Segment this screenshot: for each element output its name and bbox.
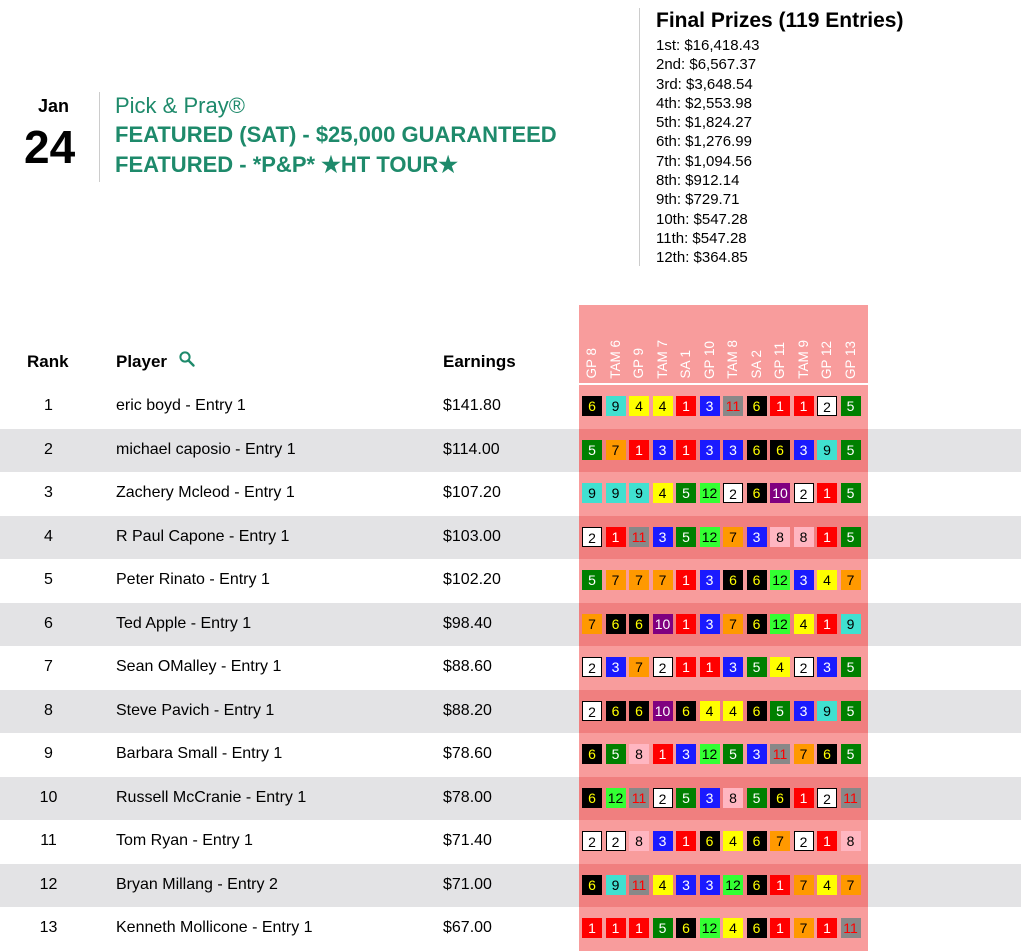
table-row[interactable]	[0, 559, 1021, 603]
prize-item: 6th: $1,276.99	[656, 133, 752, 151]
pick-badge: 3	[653, 831, 673, 851]
pick-badge: 1	[700, 657, 720, 677]
race-column-label: TAM 9	[795, 340, 811, 379]
earnings-cell: $141.80	[443, 397, 501, 414]
player-name: Steve Pavich - Entry 1	[116, 701, 275, 719]
pick-badge: 6	[747, 831, 767, 851]
pick-badge: 10	[653, 614, 673, 634]
earnings-cell: $103.00	[443, 527, 501, 545]
pick-badge: 1	[676, 570, 696, 590]
pick-badge: 11	[841, 918, 861, 938]
pick-badge: 3	[653, 527, 673, 547]
pick-badge: 3	[606, 657, 626, 677]
pick-badge: 1	[817, 918, 837, 938]
pick-badge: 3	[700, 396, 720, 416]
pick-badge: 5	[841, 396, 861, 416]
pick-badge: 3	[723, 657, 743, 677]
pick-badge: 6	[747, 570, 767, 590]
pick-badge: 3	[700, 440, 720, 460]
pick-badge: 1	[770, 396, 790, 416]
pick-badge: 11	[629, 527, 649, 547]
pick-badge: 2	[794, 831, 814, 851]
pick-badge: 9	[582, 483, 602, 503]
prizes-divider	[639, 8, 640, 266]
prize-item: 1st: $16,418.43	[656, 37, 760, 54]
pick-badge: 5	[582, 570, 602, 590]
pick-badge: 4	[817, 570, 837, 590]
rank-cell: 10	[39, 788, 58, 806]
pick-badge: 1	[676, 657, 696, 677]
rank-cell: 9	[44, 745, 53, 762]
pick-badge: 6	[747, 396, 767, 416]
pick-badge: 6	[582, 396, 602, 416]
pick-badge: 5	[676, 788, 696, 808]
pick-badge: 7	[723, 614, 743, 634]
pick-badge: 2	[582, 701, 602, 721]
pick-badge: 6	[747, 483, 767, 503]
prize-item: 5th: $1,824.27	[656, 114, 752, 132]
pick-badge: 1	[794, 396, 814, 416]
earnings-cell: $98.40	[443, 614, 492, 632]
pick-badge: 7	[629, 657, 649, 677]
earnings-cell: $67.00	[443, 919, 492, 936]
pick-badge: 1	[629, 440, 649, 460]
pick-badge: 6	[747, 440, 767, 460]
rank-cell: 7	[44, 658, 53, 675]
pick-badge: 11	[770, 744, 790, 764]
pick-badge: 1	[606, 918, 626, 938]
pick-badge: 12	[700, 483, 720, 503]
earnings-column-header: Earnings	[443, 352, 516, 371]
pick-badge: 1	[653, 744, 673, 764]
earnings-cell: $88.20	[443, 701, 492, 719]
pick-badge: 5	[841, 744, 861, 764]
pick-badge: 2	[817, 788, 837, 808]
pick-badge: 11	[841, 788, 861, 808]
race-column-label: TAM 8	[725, 340, 740, 379]
pick-badge: 3	[653, 440, 673, 460]
pick-badge: 8	[723, 788, 743, 808]
pick-badge: 4	[653, 396, 673, 416]
player-column-header: Player	[116, 352, 168, 371]
pick-badge: 3	[676, 744, 696, 764]
pick-badge: 4	[794, 614, 814, 634]
pick-strip	[579, 603, 868, 647]
pick-badge: 7	[794, 875, 814, 895]
pick-badge: 9	[841, 614, 861, 634]
player-name: Tom Ryan - Entry 1	[116, 832, 253, 849]
pick-strip	[579, 733, 868, 777]
pick-badge: 5	[770, 701, 790, 721]
table-row[interactable]	[0, 385, 1021, 429]
rank-cell: 8	[44, 701, 53, 719]
pick-strip	[579, 385, 868, 429]
pick-badge: 7	[770, 831, 790, 851]
pick-badge: 4	[817, 875, 837, 895]
race-column-label: SA 2	[748, 350, 764, 379]
pick-badge: 6	[700, 831, 720, 851]
pick-badge: 1	[817, 614, 837, 634]
prize-item: 11th: $547.28	[656, 229, 747, 247]
race-column-label: GP 8	[584, 348, 599, 379]
race-column-label: GP 10	[701, 340, 717, 379]
table-row[interactable]	[0, 472, 1021, 516]
player-name: R Paul Capone - Entry 1	[116, 527, 290, 545]
pick-badge: 5	[841, 527, 861, 547]
pick-strip	[579, 429, 868, 473]
pick-badge: 10	[653, 701, 673, 721]
pick-badge: 3	[723, 440, 743, 460]
pick-badge: 12	[700, 527, 720, 547]
rank-cell: 11	[40, 832, 57, 849]
pick-badge: 6	[582, 788, 602, 808]
player-name: Bryan Millang - Entry 2	[116, 875, 278, 893]
table-row[interactable]	[0, 690, 1021, 734]
rank-cell: 3	[44, 484, 53, 501]
pick-badge: 4	[723, 701, 743, 721]
pick-strip	[579, 690, 868, 734]
pick-badge: 5	[582, 440, 602, 460]
pick-badge: 3	[747, 527, 767, 547]
pick-badge: 3	[794, 440, 814, 460]
pick-badge: 5	[606, 744, 626, 764]
table-row[interactable]	[0, 864, 1021, 908]
pick-badge: 6	[747, 918, 767, 938]
contest-title-line-2: FEATURED - *P&P* ★HT TOUR★	[115, 152, 458, 177]
pick-badge: 5	[841, 701, 861, 721]
earnings-cell: $71.40	[443, 832, 492, 849]
pick-badge: 2	[723, 483, 743, 503]
race-column-label: GP 13	[842, 340, 858, 379]
pick-badge: 7	[794, 918, 814, 938]
pick-badge: 6	[747, 701, 767, 721]
table-row[interactable]	[0, 777, 1021, 821]
pick-badge: 2	[817, 396, 837, 416]
date-day: 24	[24, 121, 76, 173]
player-name: eric boyd - Entry 1	[116, 397, 246, 414]
race-column-label: GP 12	[819, 340, 834, 379]
rank-cell: 4	[44, 527, 53, 545]
pick-badge: 3	[676, 875, 696, 895]
search-icon[interactable]	[178, 350, 196, 368]
pick-badge: 1	[817, 483, 837, 503]
pick-badge: 2	[794, 657, 814, 677]
rank-cell: 13	[39, 919, 58, 936]
race-column-label: TAM 7	[654, 340, 670, 379]
pick-badge: 2	[653, 657, 673, 677]
pick-badge: 6	[606, 701, 626, 721]
pick-badge: 10	[770, 483, 790, 503]
pick-badge: 7	[629, 570, 649, 590]
pick-badge: 1	[676, 831, 696, 851]
pick-badge: 3	[794, 701, 814, 721]
pick-badge: 11	[629, 875, 649, 895]
pick-badge: 7	[841, 570, 861, 590]
header-divider	[99, 92, 100, 182]
prizes-title: Final Prizes (119 Entries)	[656, 9, 904, 32]
pick-badge: 5	[676, 527, 696, 547]
player-name: michael caposio - Entry 1	[116, 440, 296, 458]
pick-badge: 6	[676, 701, 696, 721]
earnings-cell: $88.60	[443, 658, 492, 675]
table-row[interactable]	[0, 733, 1021, 777]
prize-item: 3rd: $3,648.54	[656, 75, 753, 93]
pick-badge: 1	[817, 831, 837, 851]
pick-badge: 3	[700, 788, 720, 808]
pick-badge: 6	[629, 614, 649, 634]
player-name: Russell McCranie - Entry 1	[116, 788, 307, 806]
table-row[interactable]	[0, 429, 1021, 473]
pick-badge: 4	[653, 483, 673, 503]
table-row[interactable]	[0, 516, 1021, 560]
pick-badge: 5	[841, 657, 861, 677]
pick-badge: 9	[606, 875, 626, 895]
pick-badge: 11	[629, 788, 649, 808]
pick-badge: 2	[794, 483, 814, 503]
race-column-label: SA 1	[678, 350, 693, 379]
prize-item: 8th: $912.14	[656, 172, 740, 190]
pick-strip	[579, 820, 868, 864]
pick-badge: 5	[747, 657, 767, 677]
pick-badge: 11	[723, 396, 743, 416]
pick-badge: 12	[770, 614, 790, 634]
pick-badge: 6	[606, 614, 626, 634]
pick-badge: 6	[723, 570, 743, 590]
pick-badge: 3	[817, 657, 837, 677]
rank-cell: 2	[44, 440, 53, 458]
player-name: Sean OMalley - Entry 1	[116, 658, 282, 675]
pick-badge: 7	[606, 570, 626, 590]
pick-badge: 9	[606, 396, 626, 416]
pick-badge: 4	[653, 875, 673, 895]
pick-badge: 9	[817, 701, 837, 721]
pick-badge: 6	[582, 875, 602, 895]
race-column-label: TAM 6	[607, 340, 623, 379]
pick-strip	[579, 559, 868, 603]
pick-strip	[579, 472, 868, 516]
pick-badge: 4	[700, 701, 720, 721]
pick-badge: 1	[629, 918, 649, 938]
pick-badge: 2	[582, 657, 602, 677]
pick-badge: 1	[770, 918, 790, 938]
pick-badge: 8	[770, 527, 790, 547]
pick-badge: 2	[582, 831, 602, 851]
pick-badge: 4	[723, 918, 743, 938]
pick-badge: 7	[606, 440, 626, 460]
pick-badge: 7	[794, 744, 814, 764]
table-row[interactable]	[0, 603, 1021, 647]
rank-cell: 6	[44, 614, 53, 632]
pick-badge: 5	[653, 918, 673, 938]
pick-badge: 6	[747, 614, 767, 634]
pick-badge: 7	[841, 875, 861, 895]
prize-item: 7th: $1,094.56	[656, 152, 752, 170]
pick-strip	[579, 864, 868, 908]
pick-badge: 1	[676, 396, 696, 416]
pick-badge: 2	[606, 831, 626, 851]
pick-badge: 9	[629, 483, 649, 503]
prize-item: 10th: $547.28	[656, 210, 748, 228]
prize-item: 12th: $364.85	[656, 249, 748, 267]
prize-item: 4th: $2,553.98	[656, 94, 752, 112]
pick-badge: 2	[653, 788, 673, 808]
pick-badge: 1	[606, 527, 626, 547]
earnings-cell: $78.60	[443, 745, 492, 762]
pick-badge: 6	[629, 701, 649, 721]
pick-badge: 4	[770, 657, 790, 677]
pick-badge: 8	[841, 831, 861, 851]
race-column-label: GP 11	[772, 341, 787, 379]
earnings-cell: $78.00	[443, 788, 492, 806]
pick-badge: 3	[700, 875, 720, 895]
player-name: Kenneth Mollicone - Entry 1	[116, 919, 313, 936]
pick-badge: 9	[817, 440, 837, 460]
pick-badge: 1	[770, 875, 790, 895]
prize-item: 9th: $729.71	[656, 191, 740, 209]
pick-badge: 6	[747, 875, 767, 895]
pick-badge: 1	[676, 440, 696, 460]
pick-badge: 8	[629, 831, 649, 851]
contest-title-line-1: FEATURED (SAT) - $25,000 GUARANTEED	[115, 122, 557, 147]
pick-badge: 6	[770, 788, 790, 808]
pick-badge: 5	[841, 483, 861, 503]
pick-badge: 9	[606, 483, 626, 503]
race-column-label: GP 9	[631, 348, 646, 379]
earnings-cell: $102.20	[443, 571, 501, 588]
pick-badge: 7	[723, 527, 743, 547]
pick-badge: 12	[606, 788, 626, 808]
pick-badge: 4	[723, 831, 743, 851]
pick-badge: 1	[676, 614, 696, 634]
pick-badge: 3	[700, 570, 720, 590]
player-name: Ted Apple - Entry 1	[116, 614, 252, 632]
pick-badge: 7	[582, 614, 602, 634]
date-month: Jan	[38, 96, 70, 116]
table-row[interactable]	[0, 820, 1021, 864]
pick-badge: 8	[629, 744, 649, 764]
pick-badge: 4	[629, 396, 649, 416]
pick-badge: 3	[700, 614, 720, 634]
pick-strip	[579, 907, 868, 951]
pick-badge: 1	[794, 788, 814, 808]
pick-badge: 12	[700, 918, 720, 938]
pick-badge: 1	[582, 918, 602, 938]
pick-strip	[579, 646, 868, 690]
pick-badge: 12	[723, 875, 743, 895]
pick-badge: 5	[676, 483, 696, 503]
pick-badge: 12	[770, 570, 790, 590]
rank-cell: 1	[44, 397, 53, 414]
pick-badge: 5	[841, 440, 861, 460]
pick-badge: 6	[676, 918, 696, 938]
prizes-list	[656, 36, 759, 268]
table-row[interactable]	[0, 907, 1021, 951]
pick-badge: 2	[582, 527, 602, 547]
pick-badge: 6	[817, 744, 837, 764]
player-name: Barbara Small - Entry 1	[116, 745, 283, 762]
contest-name: Pick & Pray®	[115, 93, 245, 118]
rank-column-header: Rank	[27, 352, 69, 371]
player-name: Zachery Mcleod - Entry 1	[116, 484, 295, 501]
prize-item: 2nd: $6,567.37	[656, 56, 757, 74]
table-row[interactable]	[0, 646, 1021, 690]
race-columns-header	[579, 305, 868, 383]
pick-strip	[579, 516, 868, 560]
player-name: Peter Rinato - Entry 1	[116, 571, 270, 588]
pick-badge: 5	[747, 788, 767, 808]
pick-badge: 3	[747, 744, 767, 764]
pick-badge: 8	[794, 527, 814, 547]
pick-strip	[579, 777, 868, 821]
pick-badge: 3	[794, 570, 814, 590]
earnings-cell: $114.00	[443, 440, 500, 458]
earnings-cell: $107.20	[443, 484, 501, 501]
pick-badge: 1	[817, 527, 837, 547]
earnings-cell: $71.00	[443, 875, 492, 893]
pick-badge: 12	[700, 744, 720, 764]
pick-badge: 6	[770, 440, 790, 460]
rank-cell: 5	[44, 571, 53, 588]
pick-badge: 7	[653, 570, 673, 590]
pick-badge: 6	[582, 744, 602, 764]
rank-cell: 12	[39, 875, 58, 893]
pick-badge: 5	[723, 744, 743, 764]
